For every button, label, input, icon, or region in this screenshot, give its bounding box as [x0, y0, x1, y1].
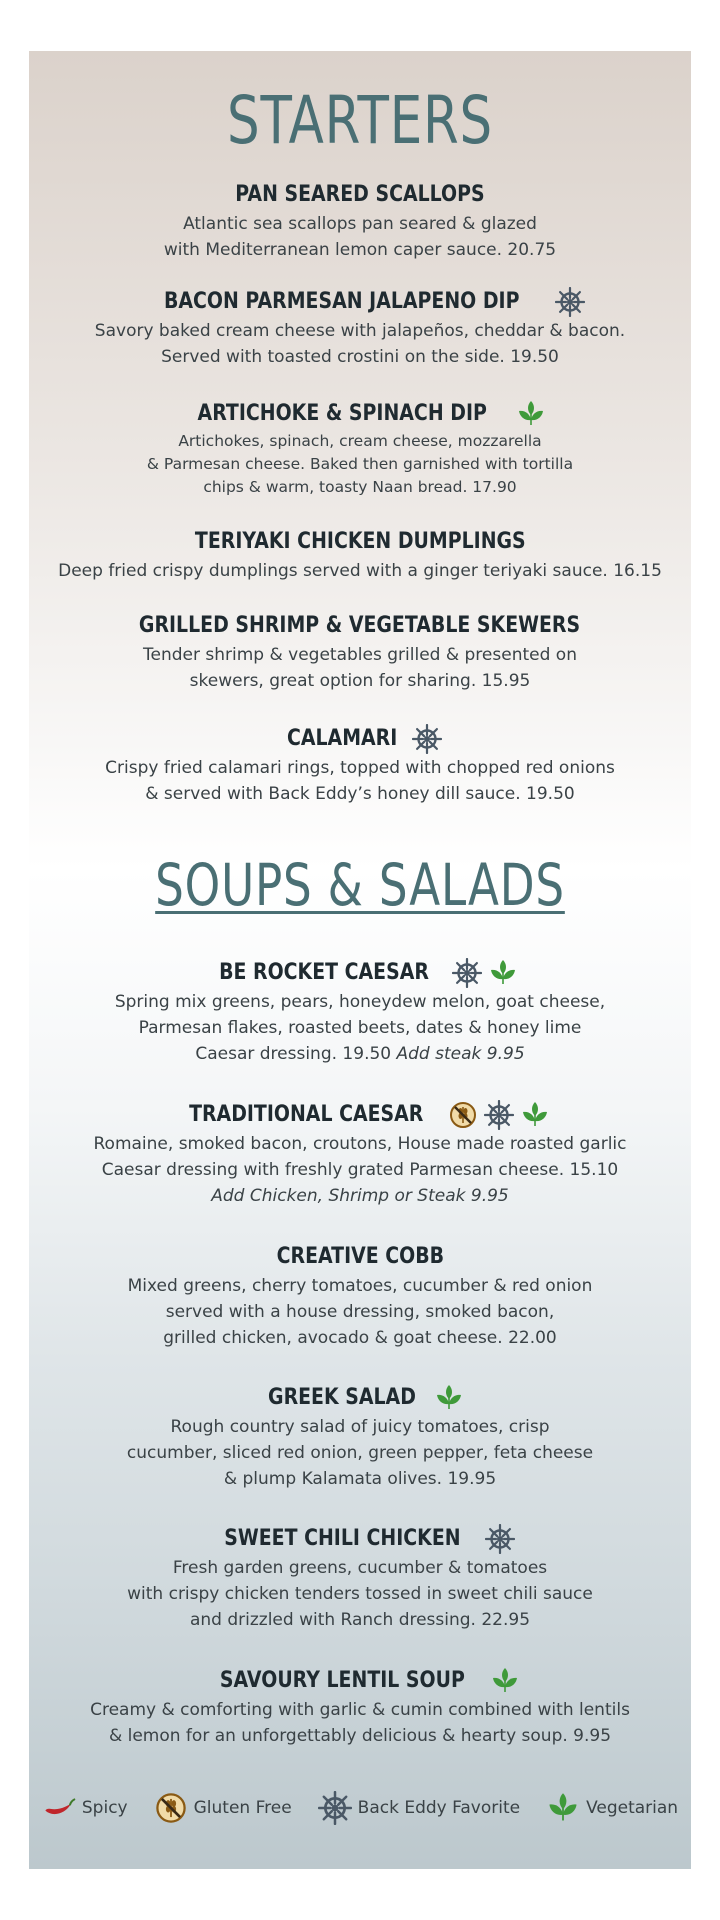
menu-item-description [29, 1273, 691, 1351]
menu-item-name: PAN SEARED SCALLOPS [235, 182, 485, 207]
legend-label: Spicy [81, 1798, 128, 1818]
menu-item-heading [202, 957, 518, 989]
menu-item [29, 286, 691, 370]
wheel-icon [485, 1524, 515, 1554]
menu-item-description [29, 1555, 691, 1633]
menu-item-description-text: Deep fried crispy dumplings served with a ginger teriyaki sauce. 16.15 [58, 561, 662, 581]
gluten-free-icon [448, 1100, 478, 1130]
menu-item [29, 526, 691, 584]
menu-item-description [29, 430, 691, 499]
menu-item-name: TRADITIONAL CAESAR [188, 1102, 424, 1127]
menu-item-description [29, 989, 691, 1067]
menu-item-description-text: Spring mix greens, pears, honeydew melon, goat cheese, Parmesan flakes, roasted beets, dates & honey lime Caesar dressing. 19.50 [114, 992, 606, 1064]
menu-item-description-text: Romaine, smoked bacon, croutons, House made roasted garlic Caesar dressing with freshly grated Parmesan cheese. 15.10 [93, 1134, 627, 1180]
menu-item-heading [200, 1665, 521, 1697]
menu-item [29, 398, 691, 499]
wheel-icon [318, 1791, 352, 1825]
menu-item-description [29, 211, 691, 263]
menu-item-name: TERIYAKI CHICKEN DUMPLINGS [194, 529, 526, 554]
menu-item [29, 179, 691, 263]
menu-item-heading [263, 1241, 458, 1273]
menu-item-description [29, 1697, 691, 1749]
leaf-icon [546, 1791, 580, 1825]
menu-item-name: SAVOURY LENTIL SOUP [219, 1668, 465, 1693]
leaf-icon [488, 958, 518, 988]
icon-legend [29, 1791, 691, 1825]
menu-item-heading [278, 723, 442, 755]
wheel-icon [412, 724, 442, 754]
soups-salads-heading: SOUPS & SALADS [155, 851, 565, 919]
menu-item-description [29, 1131, 691, 1209]
menu-item-heading [174, 398, 546, 430]
menu-item-description-text: Rough country salad of juicy tomatoes, crisp cucumber, sliced red onion, green pepper, feta cheese & plump Kalamata olives. 19.95 [126, 1417, 594, 1489]
menu-item [29, 1099, 691, 1209]
menu-item-description-text: Savory baked cream cheese with jalapeños, cheddar & bacon. Served with toasted crostini on the side. 19.50 [94, 321, 626, 367]
menu-item-heading [256, 1382, 464, 1414]
menu-page [29, 51, 691, 1869]
menu-item-description-text: Tender shrimp & vegetables grilled & presented on skewers, great option for sharing. 15.95 [143, 645, 577, 691]
menu-item-description [29, 1414, 691, 1492]
legend-item [546, 1791, 678, 1825]
menu-item-description [29, 642, 691, 694]
menu-item-name: BE ROCKET CAESAR [219, 960, 429, 985]
menu-item [29, 1665, 691, 1749]
menu-item-description [29, 558, 691, 584]
legend-item [42, 1791, 128, 1825]
menu-item-heading [135, 286, 584, 318]
menu-item-description-text: Artichokes, spinach, cream cheese, mozzarella & Parmesan cheese. Baked then garnished with tortilla chips & warm, toasty Naan bread. 17.90 [146, 432, 574, 496]
menu-item [29, 1523, 691, 1633]
menu-item-name: GRILLED SHRIMP & VEGETABLE SKEWERS [139, 613, 581, 638]
menu-item-heading [168, 526, 553, 558]
menu-item-name: ARTICHOKE & SPINACH DIP [197, 401, 487, 426]
menu-item [29, 723, 691, 807]
menu-item-description-text: Creamy & comforting with garlic & cumin combined with lentils & lemon for an unforgettably delicious & hearty soup. 9.95 [90, 1700, 630, 1746]
menu-item-name: SWEET CHILI CHICKEN [223, 1526, 461, 1551]
menu-item-name: GREEK SALAD [268, 1385, 416, 1410]
starters-heading: STARTERS [226, 82, 494, 159]
menu-item-description-text: Atlantic sea scallops pan seared & glazed with Mediterranean lemon caper sauce. 20.75 [163, 214, 557, 260]
menu-item-addon: Add steak 9.95 [396, 1044, 525, 1064]
menu-item-description-text: Fresh garden greens, cucumber & tomatoes with crispy chicken tenders tossed in sweet chili sauce and drizzled with Ranch dressing. 22.95 [127, 1558, 593, 1630]
menu-item-addon: Add Chicken, Shrimp or Steak 9.95 [211, 1186, 509, 1206]
legend-item [154, 1791, 292, 1825]
menu-item-description [29, 755, 691, 807]
wheel-icon [452, 958, 482, 988]
leaf-icon [434, 1383, 464, 1413]
menu-item [29, 1241, 691, 1351]
legend-label: Back Eddy Favorite [357, 1798, 521, 1818]
chili-pepper-icon [42, 1791, 76, 1825]
leaf-icon [516, 399, 546, 429]
menu-item-description-text: Mixed greens, cherry tomatoes, cucumber & red onion served with a house dressing, smoked bacon, grilled chicken, avocado & goat cheese. 22.00 [127, 1276, 593, 1348]
menu-item-name: CALAMARI [286, 726, 398, 751]
wheel-icon [555, 287, 585, 317]
legend-label: Gluten Free [193, 1798, 292, 1818]
wheel-icon [484, 1100, 514, 1130]
menu-item [29, 610, 691, 694]
legend-item [318, 1791, 520, 1825]
menu-item-heading [170, 1099, 550, 1131]
menu-item [29, 1382, 691, 1492]
legend-label: Vegetarian [586, 1798, 679, 1818]
menu-item-heading [103, 610, 616, 642]
menu-item-description-text: Crispy fried calamari rings, topped with chopped red onions & served with Back Eddy’s honey dill sauce. 19.50 [105, 758, 615, 804]
leaf-icon [490, 1666, 520, 1696]
menu-item-heading [205, 1523, 516, 1555]
menu-item-description [29, 318, 691, 370]
menu-item-name: BACON PARMESAN JALAPENO DIP [164, 289, 520, 314]
menu-item [29, 957, 691, 1067]
leaf-icon [520, 1100, 550, 1130]
menu-item-name: CREATIVE COBB [276, 1244, 444, 1269]
menu-item-heading [215, 179, 505, 211]
gluten-free-icon [154, 1791, 188, 1825]
